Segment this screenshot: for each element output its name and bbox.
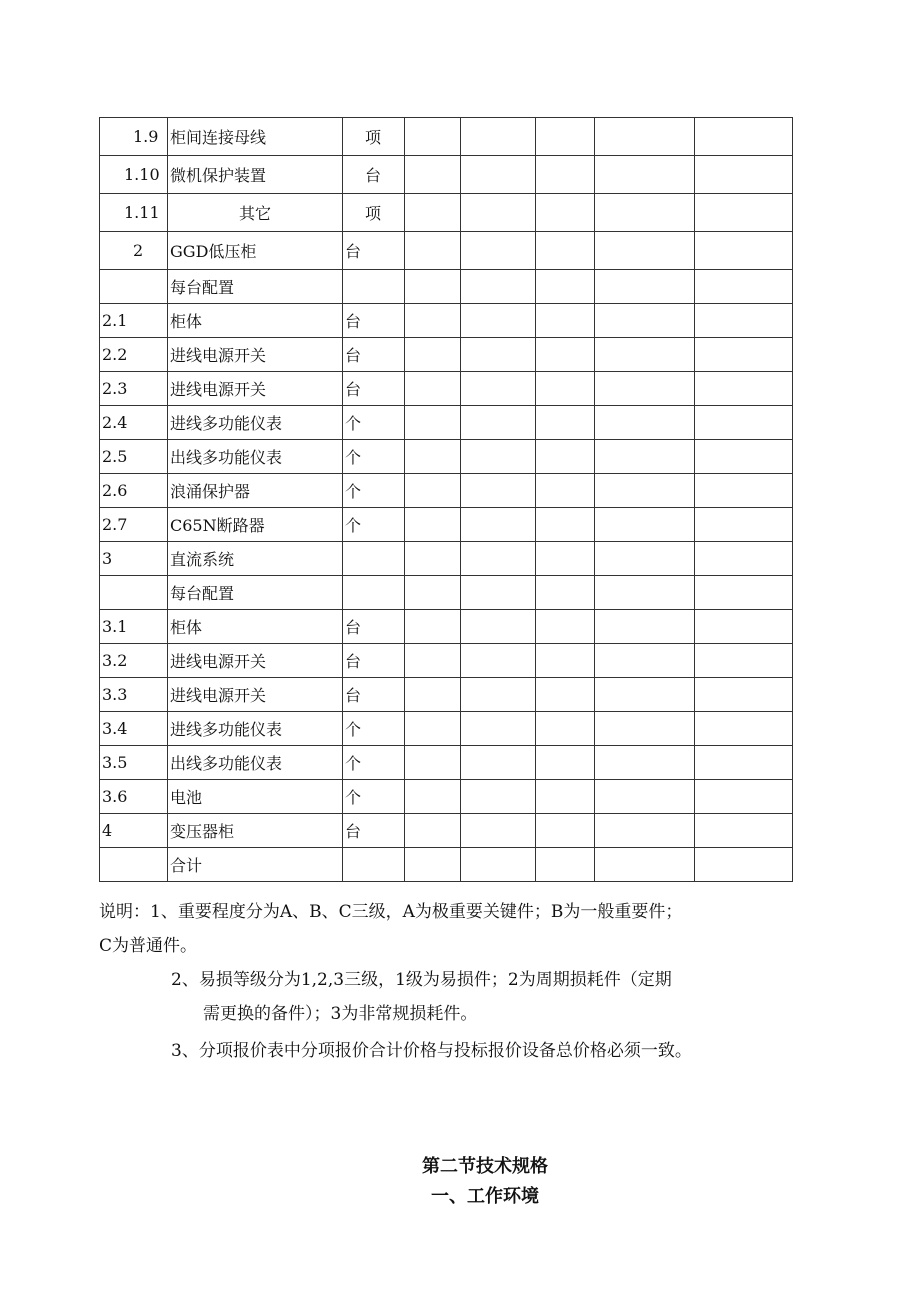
table-row [100, 118, 793, 156]
row-name: 进线电源开关 [168, 644, 343, 678]
row-number: 2.7 [100, 508, 168, 542]
table-row [100, 848, 793, 882]
row-name: 柜体 [168, 610, 343, 644]
row-unit: 台 [343, 232, 405, 270]
row-unit: 台 [343, 610, 405, 644]
row-number: 3.2 [100, 644, 168, 678]
row-name: 出线多功能仪表 [168, 440, 343, 474]
note-line: 2、易损等级分为1,2,3三级，1级为易损件；2为周期损耗件（定期 [171, 970, 672, 990]
row-unit: 台 [343, 304, 405, 338]
row-unit: 个 [343, 508, 405, 542]
row-name: 浪涌保护器 [168, 474, 343, 508]
row-unit: 个 [343, 780, 405, 814]
table-row [100, 270, 793, 304]
row-name: 进线多功能仪表 [168, 406, 343, 440]
row-number: 2.2 [100, 338, 168, 372]
row-unit: 台 [343, 814, 405, 848]
table-row [100, 338, 793, 372]
row-number: 3.5 [100, 746, 168, 780]
row-number: 2.5 [100, 440, 168, 474]
row-unit: 个 [343, 712, 405, 746]
row-name: 进线电源开关 [168, 678, 343, 712]
row-unit [343, 270, 405, 304]
section-title: 第二节技术规格 [422, 1156, 548, 1177]
row-number: 3.6 [100, 780, 168, 814]
row-unit: 个 [343, 746, 405, 780]
table-row [100, 508, 793, 542]
table-row [100, 474, 793, 508]
row-name: 柜体 [168, 304, 343, 338]
row-number [100, 576, 168, 610]
note-line: 3、分项报价表中分项报价合计价格与投标报价设备总价格必须一致。 [171, 1041, 692, 1061]
table-row [100, 814, 793, 848]
row-unit: 个 [343, 474, 405, 508]
row-name: 直流系统 [168, 542, 343, 576]
row-unit: 台 [343, 156, 405, 194]
row-number: 1.9 [100, 118, 168, 156]
note-line: 说明：1、重要程度分为A、B、C三级，A为极重要关键件；B为一般重要件； [99, 902, 683, 922]
row-number: 4 [100, 814, 168, 848]
table-row [100, 372, 793, 406]
table-row [100, 644, 793, 678]
table-row [100, 406, 793, 440]
row-number: 2.1 [100, 304, 168, 338]
row-unit: 项 [343, 118, 405, 156]
row-number: 1.10 [100, 156, 168, 194]
note-line: 需更换的备件）；3为非常规损耗件。 [203, 1004, 478, 1024]
row-name: 其它 [168, 194, 343, 232]
row-number: 3.1 [100, 610, 168, 644]
table-row [100, 194, 793, 232]
table-row [100, 746, 793, 780]
row-unit [343, 576, 405, 610]
row-unit [343, 848, 405, 882]
row-name: 每台配置 [168, 576, 343, 610]
table-row [100, 610, 793, 644]
row-unit: 台 [343, 644, 405, 678]
row-name: GGD低压柜 [168, 232, 343, 270]
table-row [100, 542, 793, 576]
row-name: 电池 [168, 780, 343, 814]
row-unit: 个 [343, 440, 405, 474]
row-unit: 台 [343, 338, 405, 372]
row-name: 进线电源开关 [168, 338, 343, 372]
row-number: 1.11 [100, 194, 168, 232]
row-name: 进线多功能仪表 [168, 712, 343, 746]
row-unit: 台 [343, 678, 405, 712]
notes-block [99, 895, 799, 1068]
row-number [100, 848, 168, 882]
row-unit: 台 [343, 372, 405, 406]
row-number [100, 270, 168, 304]
row-name: C65N断路器 [168, 508, 343, 542]
table-row [100, 156, 793, 194]
table-row [100, 576, 793, 610]
row-name: 变压器柜 [168, 814, 343, 848]
table-row [100, 678, 793, 712]
row-number: 2.6 [100, 474, 168, 508]
row-name: 出线多功能仪表 [168, 746, 343, 780]
row-number: 2 [100, 232, 168, 270]
table-row [100, 712, 793, 746]
row-name: 微机保护装置 [168, 156, 343, 194]
row-name: 柜间连接母线 [168, 118, 343, 156]
note-line: C为普通件。 [99, 936, 198, 956]
table-row [100, 440, 793, 474]
row-unit: 项 [343, 194, 405, 232]
row-number: 2.3 [100, 372, 168, 406]
table-row [100, 780, 793, 814]
price-breakdown-table [99, 117, 793, 882]
section-subtitle: 一、工作环境 [431, 1186, 539, 1207]
row-number: 2.4 [100, 406, 168, 440]
row-name: 合计 [168, 848, 343, 882]
table-row [100, 304, 793, 338]
row-number: 3.4 [100, 712, 168, 746]
row-name: 每台配置 [168, 270, 343, 304]
row-unit [343, 542, 405, 576]
row-number: 3.3 [100, 678, 168, 712]
row-number: 3 [100, 542, 168, 576]
row-unit: 个 [343, 406, 405, 440]
row-name: 进线电源开关 [168, 372, 343, 406]
table-row [100, 232, 793, 270]
